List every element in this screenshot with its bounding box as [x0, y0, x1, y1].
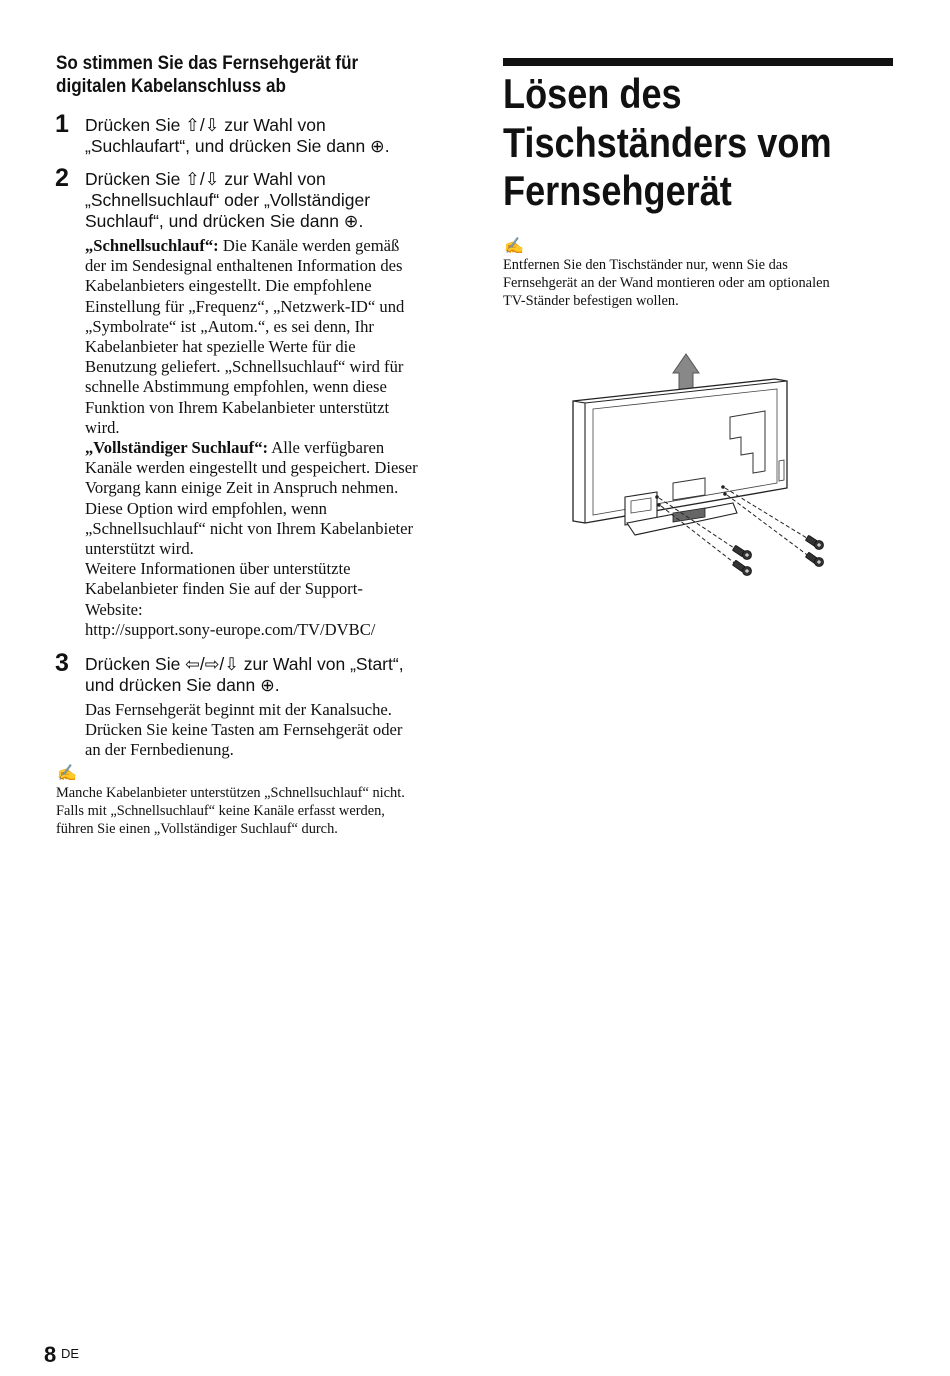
page-title: Lösen des Tischständers vom Fernsehgerät: [503, 70, 832, 214]
page-language: DE: [61, 1346, 80, 1361]
step-3-instruction: Drücken Sie ⇦/⇨/⇩ zur Wahl von „Start“, und drücken Sie dann ⊕.: [85, 654, 404, 695]
step-number: 3: [55, 649, 69, 677]
step-number: 1: [55, 110, 69, 138]
term-label: „Vollständiger Suchlauf“:: [85, 438, 269, 458]
schnellsuchlauf-description: „Schnellsuchlauf“: Die Kanäle werden gemäß der im Sendesignal enthaltenen Information des Kabelanbieters eingestellt. Die empfohlene Einstellung für „Frequenz“, „Netzwerk-ID“ und „Symbolrate“ ist „Autom.“, es sei denn, Ihr Kabelanbieter hat spezielle Werte für die Benutzung geliefert. „Schnellsuchlauf“ wird für schnelle Abstimmung empfohlen, wenn diese Funktion von Ihrem Kabelanbieter unterstützt wird. „Vollständiger Suchlauf“: Alle verfügbaren Kanäle werden eingestellt und gespeichert. Dieser Vorgang kann einige Zeit in Anspruch nehmen. Diese Option wird empfohlen, wenn „Schnellsuchlauf“ nicht von Ihrem Kabelanbieter unterstützt wird. Weitere Informationen über unterstützte Kabelanbieter finden Sie auf der Support- Website: http://support.sony-europe.com/TV/DVBC/: [85, 236, 457, 640]
right-note: Entfernen Sie den Tischständer nur, wenn Sie das Fernsehgerät an der Wand montieren oder am optionalen TV-Ständer befestigen wollen.: [503, 257, 830, 310]
note-pencil-icon: ✍: [504, 236, 524, 255]
note-pencil-icon: ✍: [57, 763, 77, 782]
step-number: 2: [55, 164, 69, 192]
step-3-description: Das Fernsehgerät beginnt mit der Kanalsuche. Drücken Sie keine Tasten am Fernsehgerät oder an der Fernbedienung.: [85, 700, 403, 760]
title-rule: [503, 58, 893, 66]
step-2-instruction: Drücken Sie ⇧/⇩ zur Wahl von „Schnellsuchlauf“ oder „Vollständiger Suchlauf“, und drücken Sie dann ⊕.: [85, 169, 371, 231]
left-note: Manche Kabelanbieter unterstützen „Schnellsuchlauf“ nicht. Falls mit „Schnellsuchlauf“ keine Kanäle erfasst werden, führen Sie einen „Vollständiger Suchlauf“ durch.: [56, 785, 405, 838]
support-url: http://support.sony-europe.com/TV/DVBC/: [85, 619, 376, 639]
page-number: 8: [44, 1342, 57, 1367]
step-1-instruction: Drücken Sie ⇧/⇩ zur Wahl von „Suchlaufart“, und drücken Sie dann ⊕.: [85, 115, 390, 156]
section-subheading: So stimmen Sie das Fernsehgerät für digitalen Kabelanschluss ab: [56, 53, 359, 97]
term-label: „Schnellsuchlauf“:: [85, 236, 219, 255]
tv-stand-removal-illustration-icon: [565, 345, 865, 585]
